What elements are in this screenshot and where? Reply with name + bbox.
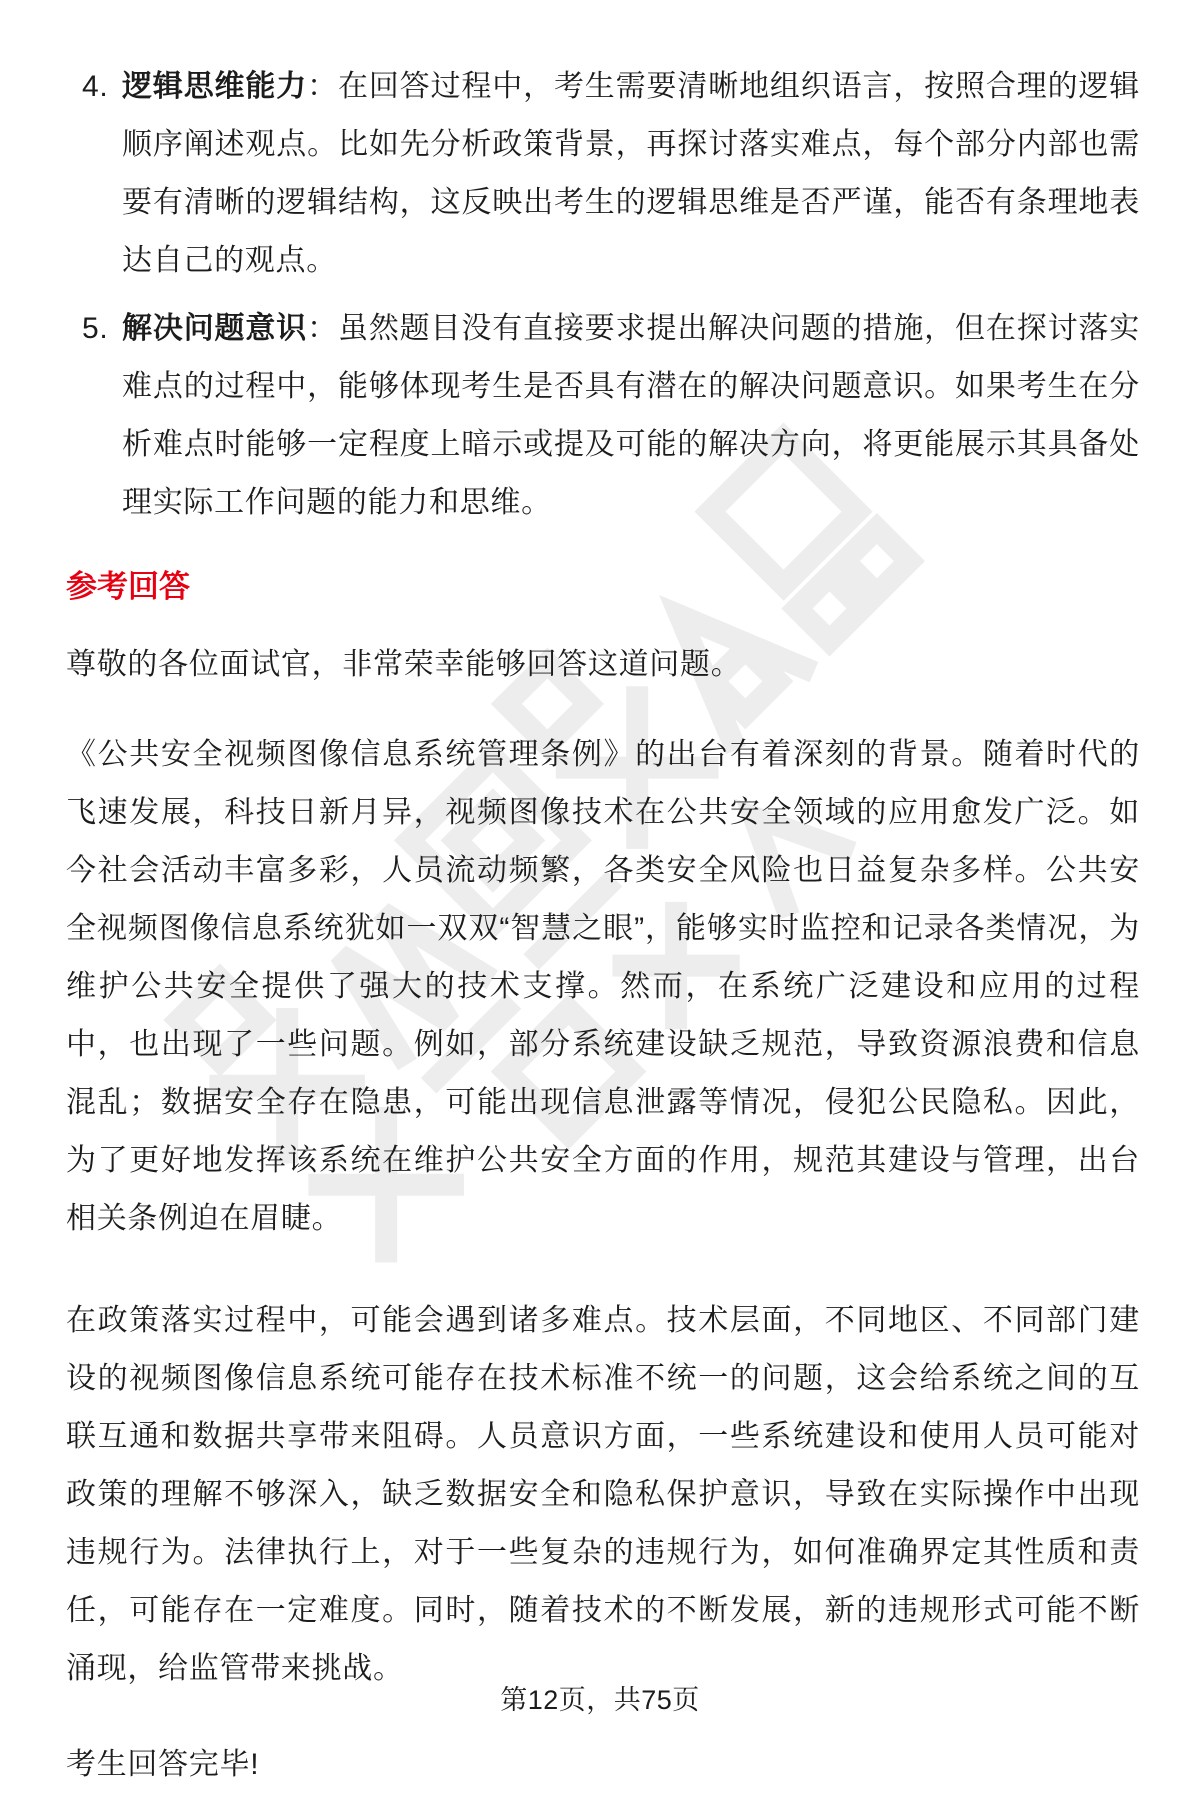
page-footer: 第12页，共75页: [500, 1685, 700, 1715]
list-item: [66, 300, 1140, 532]
list-item: [66, 58, 1140, 290]
list-item-body: [122, 300, 1140, 532]
reference-answer-heading: 参考回答: [66, 569, 190, 604]
answer-paragraph: 尊敬的各位面试官，非常荣幸能够回答这道问题。: [66, 648, 742, 681]
answer-closing: 考生回答完毕!: [66, 1748, 260, 1781]
answer-paragraph: 《公共安全视频图像信息系统管理条例》的出台有着深刻的背景。随着时代的飞速发展，科技日新月异，视频图像技术在公共安全领域的应用愈发广泛。如今社会活动丰富多彩，人员流动频繁，各类安全风险也日益复杂多样。公共安全视频图像信息系统犹如一双双“智慧之眼”，能够实时监控和记录各类情况，为维护公共安全提供了强大的技术支撑。然而，在系统广泛建设和应用的过程中，也出现了一些问题。例如，部分系统建设缺乏规范，导致资源浪费和信息混乱；数据安全存在隐患，可能出现信息泄露等情况，侵犯公民隐私。因此，为了更好地发挥该系统在维护公共安全方面的作用，规范其建设与管理，出台相关条例迫在眉睫。: [66, 738, 1140, 1235]
answer-paragraph: 在政策落实过程中，可能会遇到诸多难点。技术层面，不同地区、不同部门建设的视频图像信息系统可能存在技术标准不统一的问题，这会给系统之间的互联互通和数据共享带来阻碍。人员意识方面，一些系统建设和使用人员可能对政策的理解不够深入，缺乏数据安全和隐私保护意识，导致在实际操作中出现违规行为。法律执行上，对于一些复杂的违规行为，如何准确界定其性质和责任，可能存在一定难度。同时，随着技术的不断发展，新的违规形式可能不断涌现，给监管带来挑战。: [66, 1304, 1140, 1685]
list-item-text: ：虽然题目没有直接要求提出解决问题的措施，但在探讨落实难点的过程中，能够体现考生是否具有潜在的解决问题意识。如果考生在分析难点时能够一定程度上暗示或提及可能的解决方向，将更能展示其具备处理实际工作问题的能力和思维。: [122, 312, 1140, 519]
list-item-number: 4.: [82, 70, 109, 103]
list-item-body: [122, 58, 1140, 290]
list-item-term: 解决问题意识: [122, 312, 308, 345]
list-item-number: 5.: [82, 312, 109, 345]
list-item-text: ：在回答过程中，考生需要清晰地组织语言，按照合理的逻辑顺序阐述观点。比如先分析政策背景，再探讨落实难点，每个部分内部也需要有清晰的逻辑结构，这反映出考生的逻辑思维是否严谨，能否有条理地表达自己的观点。: [122, 70, 1140, 277]
evaluation-points-list: [66, 58, 1140, 532]
list-item-term: 逻辑思维能力: [122, 70, 308, 103]
